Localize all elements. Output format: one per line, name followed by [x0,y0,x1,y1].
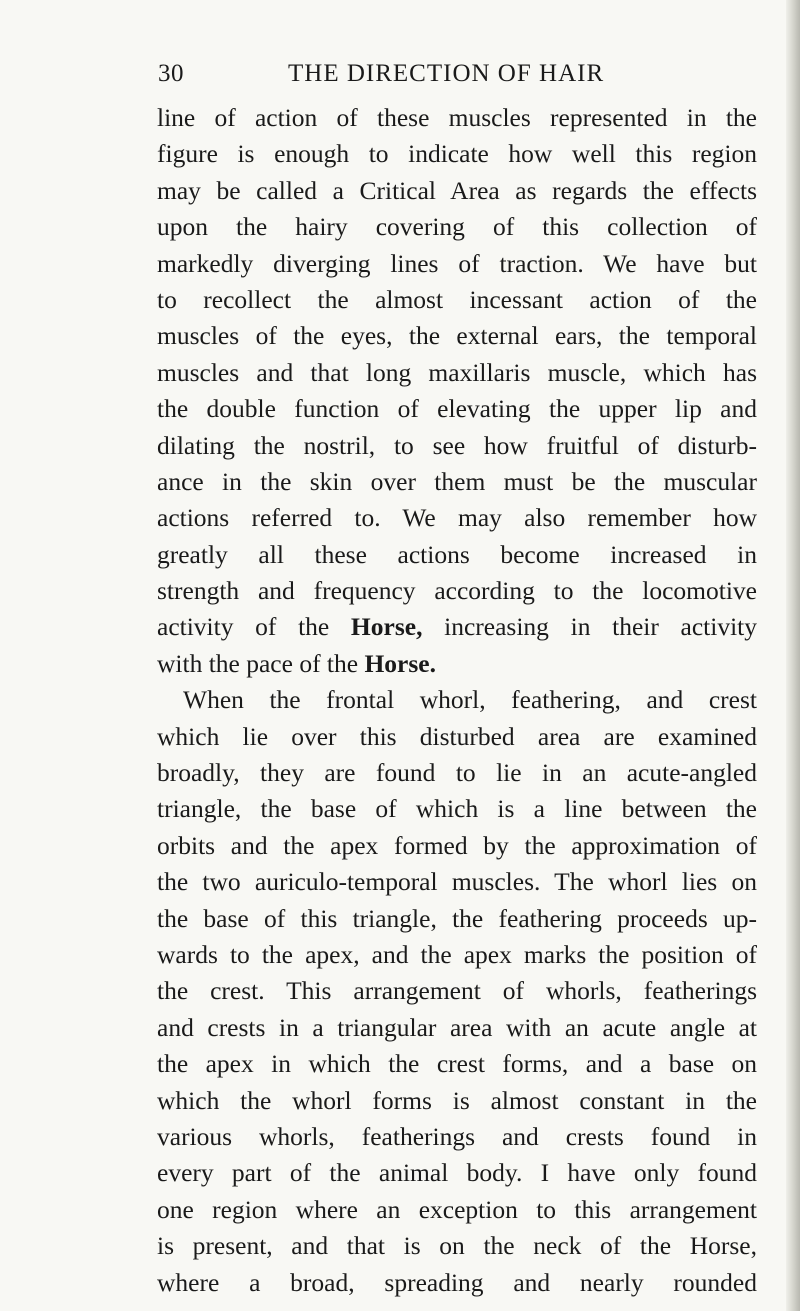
text-line: which lie over this disturbed area are examined [157,721,757,751]
text-line: greatly all these actions become increased in [157,539,757,569]
text-line: orbits and the apex formed by the approximation of [157,830,757,860]
text-line: where a broad, spreading and nearly rounded [157,1267,757,1297]
text-line: figure is enough to indicate how well this region [157,139,757,169]
text-line: and crests in a triangular area with an acute angle at [157,1012,757,1042]
text-line: wards to the apex, and the apex marks the position of [157,939,757,969]
text-line: markedly diverging lines of traction. We have but [157,248,757,278]
body-text [157,100,757,1301]
text-line: which the whorl forms is almost constant in the [157,1085,757,1115]
text-line: one region where an exception to this arrangement [157,1194,757,1224]
text-segment: increasing in their activity [444,612,758,642]
text-line: to recollect the almost incessant action of the [157,284,757,314]
text-line: various whorls, featherings and crests found in [157,1121,757,1151]
text-line: strength and frequency according to the locomotive [157,576,757,606]
text-line: every part of the animal body. I have only found [157,1158,757,1188]
text-line: may be called a Critical Area as regards the effects [157,175,757,205]
text-segment: activity of the [157,612,330,642]
horse-term: Horse, [350,612,423,642]
text-line: dilating the nostril, to see how fruitful of disturb- [157,430,757,460]
page-header [158,60,758,94]
text-line: muscles and that long maxillaris muscle, which has [157,357,757,387]
text-line: line of action of these muscles represented in the [157,103,757,132]
text-line: is present, and that is on the neck of the Horse, [157,1231,757,1261]
text-line: broadly, they are found to lie in an acute-angled [157,758,757,788]
page-edge-shadow [786,0,800,1311]
text-line: the crest. This arrangement of whorls, featherings [157,976,757,1006]
text-segment: with the pace of the [157,648,359,678]
paragraph-first-line: When the frontal whorl, feathering, and crest [183,685,757,715]
text-line: muscles of the eyes, the external ears, the temporal [157,321,757,351]
text-line: the two auriculo-temporal muscles. The whorl lies on [157,867,757,897]
running-head: THE DIRECTION OF HAIR [288,60,605,87]
text-line: upon the hairy covering of this collection of [157,212,757,242]
text-line: the base of this triangle, the feathering proceeds up- [157,903,757,933]
text-line: the double function of elevating the upper lip and [157,394,757,424]
page-number: 30 [158,60,184,87]
horse-term: Horse. [364,648,436,678]
text-line [157,609,757,645]
text-line: triangle, the base of which is a line between the [157,794,757,824]
text-line: the apex in which the crest forms, and a base on [157,1049,757,1079]
text-line: actions referred to. We may also remember how [157,503,757,533]
text-line [157,646,757,682]
text-line: ance in the skin over them must be the muscular [157,466,757,496]
